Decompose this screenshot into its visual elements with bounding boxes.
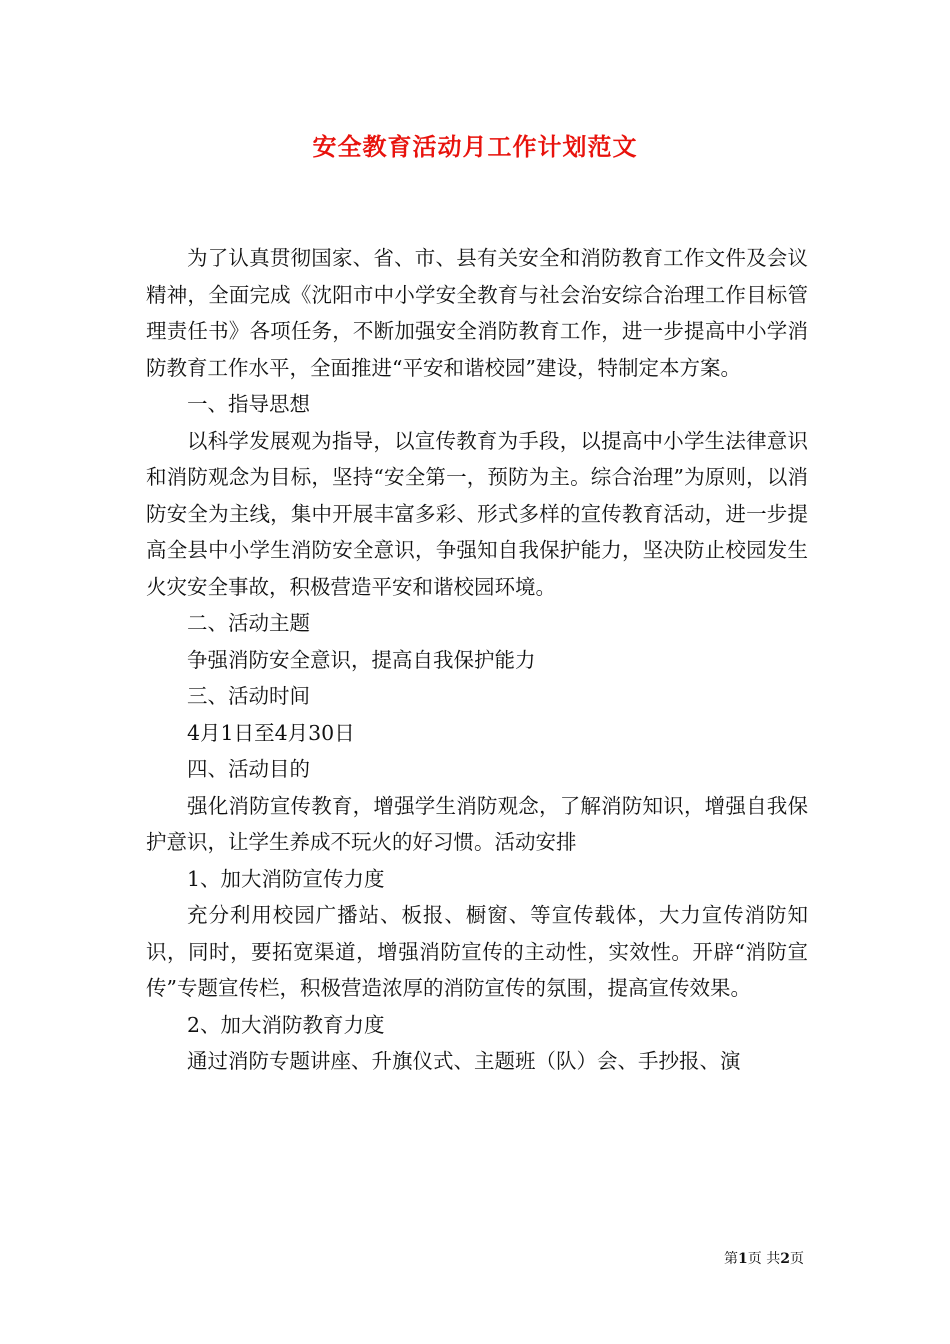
activity-time-paragraph: 4月1日至4月30日 <box>187 720 355 745</box>
subsection-heading-publicity: 1、加大消防宣传力度 <box>187 866 385 891</box>
page-number-footer <box>724 1249 804 1269</box>
intro-paragraph: 为了认真贯彻国家、省、市、县有关安全和消防教育工作文件及会议精神，全面完成《沈阳市中小学安全教育与社会治安综合治理工作目标管理责任书》各项任务，不断加强安全消防教育工作，进一步提高中小学消防教育工作水平，全面推进“平安和谐校园”建设，特制定本方案。 <box>146 246 808 380</box>
current-page-number: 1 <box>738 1251 748 1267</box>
section-heading-activity-time: 三、活动时间 <box>187 684 310 708</box>
section-heading-activity-theme: 二、活动主题 <box>187 611 310 635</box>
activity-theme-paragraph: 争强消防安全意识，提高自我保护能力 <box>187 647 536 672</box>
footer-middle: 页 共 <box>747 1251 781 1267</box>
document-body <box>146 240 808 1080</box>
section-heading-activity-purpose: 四、活动目的 <box>187 757 310 781</box>
guiding-ideology-paragraph: 以科学发展观为指导，以宣传教育为手段，以提高中小学生法律意识和消防观念为目标，坚持“安全第一，预防为主。综合治理”为原则，以消防安全为主线，集中开展丰富多彩、形式多样的宣传教育活动，进一步提高全县中小学生消防安全意识，争强知自我保护能力，坚决防止校园发生火灾安全事故，积极营造平安和谐校园环境。 <box>146 428 808 599</box>
publicity-paragraph: 充分利用校园广播站、板报、橱窗、等宣传载体，大力宣传消防知识，同时，要拓宽渠道，增强消防宣传的主动性，实效性。开辟“消防宣传”专题宣传栏，积极营造浓厚的消防宣传的氛围，提高宣传效果。 <box>146 903 808 1000</box>
footer-prefix: 第 <box>724 1251 739 1267</box>
subsection-heading-education: 2、加大消防教育力度 <box>187 1012 385 1037</box>
education-paragraph: 通过消防专题讲座、升旗仪式、主题班（队）会、手抄报、演 <box>187 1049 741 1073</box>
activity-purpose-paragraph: 强化消防宣传教育，增强学生消防观念，了解消防知识，增强自我保护意识，让学生养成不玩火的好习惯。活动安排 <box>146 793 808 854</box>
footer-suffix: 页 <box>790 1251 804 1267</box>
section-heading-guiding-ideology: 一、指导思想 <box>187 392 310 416</box>
page-title: 安全教育活动月工作计划范文 <box>312 132 638 161</box>
total-page-count: 2 <box>780 1251 790 1267</box>
